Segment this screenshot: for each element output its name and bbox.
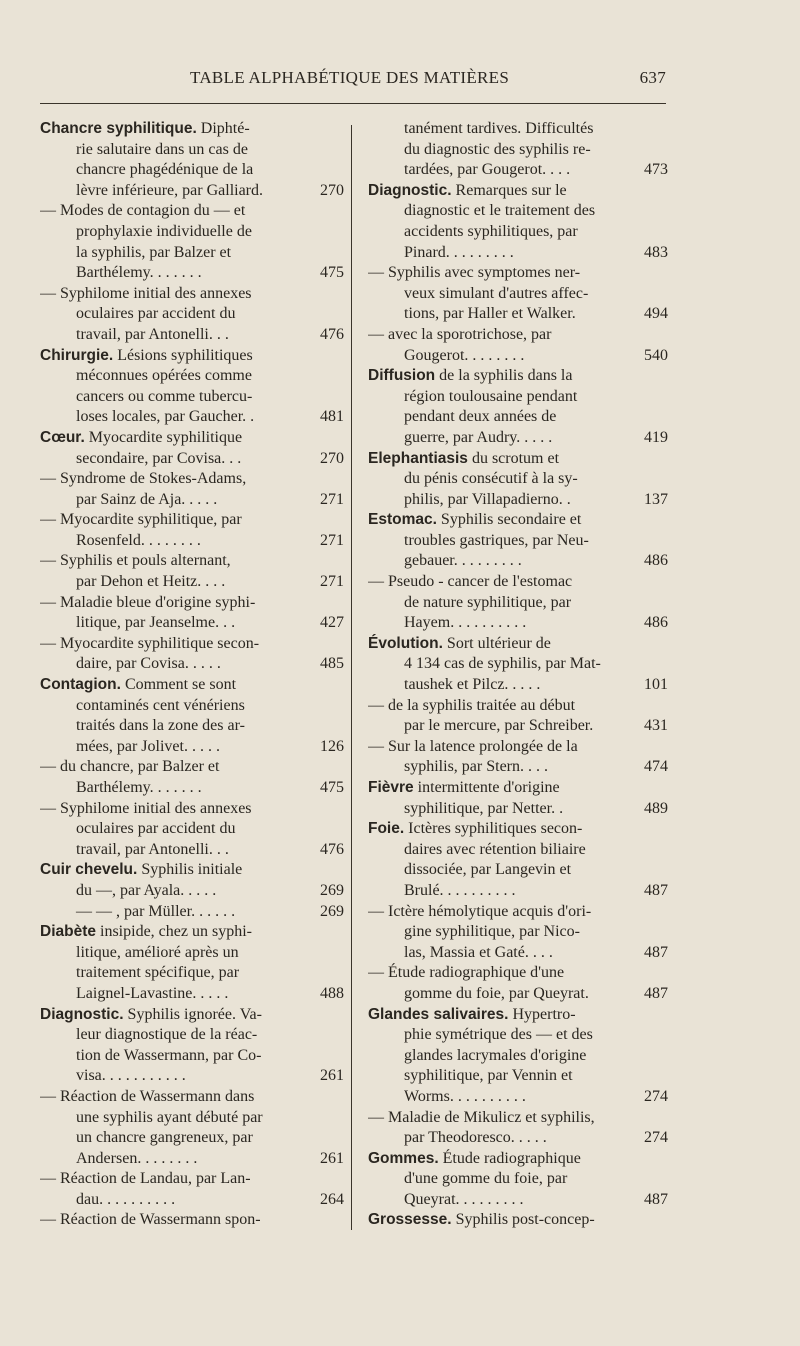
index-line: [368, 531, 668, 552]
index-line: [40, 737, 344, 758]
index-line-text: Contagion. Comment se sont: [40, 676, 237, 694]
index-line-text: — du chancre, par Balzer et: [40, 758, 220, 776]
index-line: [40, 1025, 344, 1046]
index-line-text: — de la syphilis traitée au début: [368, 696, 576, 714]
index-line-text: — Maladie bleue d'origine syphi-: [40, 593, 256, 611]
page-number: 637: [639, 68, 666, 87]
index-heading-line: [40, 922, 344, 943]
index-line: [368, 1190, 668, 1211]
index-line: [40, 1066, 344, 1087]
index-line-text: un chancre gangreneux, par: [76, 1129, 253, 1147]
index-page-ref: 101: [640, 675, 668, 696]
index-line: [40, 1210, 344, 1231]
index-line-text: Queyrat. . . . . . . . .: [404, 1190, 524, 1208]
index-line: [40, 387, 344, 408]
index-line: [40, 181, 344, 202]
index-page-ref: 126: [316, 737, 344, 758]
header-title: TABLE ALPHABÉTIQUE DES MATIÈRES: [190, 68, 510, 87]
index-line-text: — Myocardite syphilitique secon-: [40, 634, 260, 652]
index-page-ref: 261: [316, 1066, 344, 1087]
index-line: [368, 943, 668, 964]
index-line-text: traités dans la zone des ar-: [76, 717, 245, 735]
index-page-ref: 269: [316, 881, 344, 902]
index-page-ref: 476: [316, 325, 344, 346]
index-column-left: [40, 119, 344, 1231]
index-line-text: Diffusion de la syphilis dans la: [368, 367, 573, 385]
index-line-text: diagnostic et le traitement des: [404, 202, 596, 220]
index-line-text: pendant deux années de: [404, 408, 557, 426]
index-line: [40, 201, 344, 222]
index-heading-line: [40, 1005, 344, 1026]
index-line-text: gomme du foie, par Queyrat.: [404, 984, 589, 1002]
index-heading-line: [368, 819, 668, 840]
index-page-ref: 487: [640, 943, 668, 964]
index-line: [40, 963, 344, 984]
index-line: [368, 222, 668, 243]
index-page-ref: 474: [640, 757, 668, 778]
index-line: [40, 634, 344, 655]
index-line-text: syphilitique, par Netter. .: [404, 799, 564, 817]
index-line-text: prophylaxie individuelle de: [76, 222, 252, 240]
index-line: [368, 407, 668, 428]
index-line: [40, 840, 344, 861]
index-page-ref: 487: [640, 881, 668, 902]
index-line: [368, 881, 668, 902]
index-entries: [40, 119, 344, 1231]
index-page-ref: 270: [316, 181, 344, 202]
index-line-text: Diagnostic. Remarques sur le: [368, 181, 567, 199]
index-heading-line: [40, 675, 344, 696]
index-line-text: par Theodoresco. . . . .: [404, 1129, 547, 1147]
index-line: [40, 799, 344, 820]
index-line-text: — Ictère hémolytique acquis d'ori-: [368, 902, 592, 920]
index-line: [40, 366, 344, 387]
index-line-text: Estomac. Syphilis secondaire et: [368, 511, 582, 529]
index-page-ref: 475: [316, 263, 344, 284]
index-line-text: lèvre inférieure, par Galliard.: [76, 181, 264, 199]
index-line-text: guerre, par Audry. . . . .: [404, 428, 553, 446]
index-entries: [368, 119, 668, 1231]
index-line: [368, 469, 668, 490]
index-page-ref: 427: [316, 613, 344, 634]
header-rule: [40, 103, 666, 104]
index-line-text: daire, par Covisa. . . . .: [76, 655, 221, 673]
index-line-text: traitement spécifique, par: [76, 964, 240, 982]
index-line-text: 4 134 cas de syphilis, par Mat-: [404, 655, 601, 673]
index-line-text: cancers ou comme tubercu-: [76, 387, 253, 405]
index-line-text: Grossesse. Syphilis post-concep-: [368, 1211, 595, 1229]
index-heading-line: [368, 1210, 668, 1231]
index-line: [40, 819, 344, 840]
index-line-text: rie salutaire dans un cas de: [76, 140, 248, 158]
index-line: [368, 325, 668, 346]
index-line: [40, 593, 344, 614]
index-line-text: litique, amélioré après un: [76, 943, 239, 961]
index-heading-line: [368, 181, 668, 202]
index-line-text: dissociée, par Langevin et: [404, 861, 572, 879]
index-line-text: — Réaction de Wassermann dans: [40, 1087, 255, 1105]
index-page-ref: 137: [640, 490, 668, 511]
index-line-text: glandes lacrymales d'origine: [404, 1046, 587, 1064]
index-line: [40, 325, 344, 346]
index-line: [40, 1149, 344, 1170]
index-line-text: par le mercure, par Schreiber.: [404, 717, 594, 735]
index-line: [40, 1046, 344, 1067]
index-line: [368, 1128, 668, 1149]
index-line-text: dau. . . . . . . . . .: [76, 1190, 176, 1208]
index-line-text: du —, par Ayala. . . . .: [76, 881, 217, 899]
index-page-ref: 487: [640, 1190, 668, 1211]
index-line: [368, 387, 668, 408]
index-page-ref: 488: [316, 984, 344, 1005]
index-heading-line: [40, 119, 344, 140]
column-divider: [351, 125, 352, 1230]
index-line: [40, 696, 344, 717]
index-line-text: région toulousaine pendant: [404, 387, 578, 405]
index-line-text: Chancre syphilitique. Diphté-: [40, 120, 250, 137]
index-line: [40, 572, 344, 593]
index-line-text: leur diagnostique de la réac-: [76, 1026, 258, 1044]
index-line-text: tardées, par Gougerot. . . .: [404, 161, 571, 179]
index-line-text: syphilitique, par Vennin et: [404, 1067, 573, 1085]
index-line-text: — Maladie de Mikulicz et syphilis,: [368, 1108, 595, 1126]
index-line-text: phie symétrique des — et des: [404, 1026, 593, 1044]
index-line-text: la syphilis, par Balzer et: [76, 243, 232, 261]
index-line-text: Glandes salivaires. Hypertro-: [368, 1005, 576, 1023]
index-line-text: Andersen. . . . . . . .: [76, 1149, 198, 1167]
index-line-text: une syphilis ayant débuté par: [76, 1108, 263, 1126]
index-line: [368, 1087, 668, 1108]
index-line: [368, 1066, 668, 1087]
index-line: [40, 613, 344, 634]
index-line-text: Elephantiasis du scrotum et: [368, 449, 560, 467]
index-line-text: Barthélemy. . . . . . .: [76, 779, 202, 796]
index-line: [40, 284, 344, 305]
index-line: [368, 1025, 668, 1046]
index-line: [40, 716, 344, 737]
index-line-text: — — , par Müller. . . . . .: [76, 902, 236, 920]
index-line-text: oculaires par accident du: [76, 820, 236, 838]
index-line: [40, 407, 344, 428]
index-line-text: Pinard. . . . . . . . .: [404, 243, 514, 261]
index-line: [368, 263, 668, 284]
index-line-text: — Réaction de Wassermann spon-: [40, 1211, 261, 1229]
index-line-text: — Syphilis et pouls alternant,: [40, 552, 231, 570]
index-line-text: Barthélemy. . . . . . .: [76, 264, 202, 282]
index-page-ref: 486: [640, 551, 668, 572]
index-line: [368, 346, 668, 367]
index-line: [40, 1087, 344, 1108]
index-line-text: d'une gomme du foie, par: [404, 1170, 568, 1188]
index-line-text: du diagnostic des syphilis re-: [404, 140, 591, 158]
index-heading-line: [368, 634, 668, 655]
index-line: [40, 757, 344, 778]
index-line-text: — Pseudo - cancer de l'estomac: [368, 573, 573, 591]
index-line-text: travail, par Antonelli. . .: [76, 325, 229, 343]
index-line-text: Diabète insipide, chez un syphi-: [40, 923, 252, 941]
index-line: [40, 1169, 344, 1190]
index-line: [368, 201, 668, 222]
index-line-text: las, Massia et Gaté. . . .: [404, 943, 553, 961]
index-line: [368, 1108, 668, 1129]
index-line: [40, 304, 344, 325]
index-line-text: Diagnostic. Syphilis ignorée. Va-: [40, 1005, 262, 1023]
index-line-text: — Étude radiographique d'une: [368, 964, 565, 982]
index-line: [40, 140, 344, 161]
index-page-ref: 271: [316, 490, 344, 511]
index-line: [40, 943, 344, 964]
index-line: [40, 469, 344, 490]
index-line-text: gebauer. . . . . . . . .: [404, 552, 522, 570]
index-line-text: taushek et Pilcz. . . . .: [404, 676, 541, 694]
index-line-text: — Myocardite syphilitique, par: [40, 511, 242, 529]
index-line-text: visa. . . . . . . . . . .: [76, 1067, 186, 1085]
index-line-text: tanément tardives. Difficultés: [404, 120, 594, 137]
index-page-ref: 485: [316, 654, 344, 675]
index-line: [40, 778, 344, 799]
index-line: [40, 222, 344, 243]
index-page-ref: 486: [640, 613, 668, 634]
index-heading-line: [40, 860, 344, 881]
index-line: [40, 160, 344, 181]
index-line: [368, 737, 668, 758]
index-line: [40, 902, 344, 923]
index-page-ref: 271: [316, 572, 344, 593]
index-line-text: — Syndrome de Stokes-Adams,: [40, 470, 247, 488]
index-page-ref: 481: [316, 407, 344, 428]
index-line-text: secondaire, par Covisa. . .: [76, 449, 242, 467]
index-line: [368, 140, 668, 161]
index-line-text: Évolution. Sort ultérieur de: [368, 634, 551, 652]
index-line: [40, 263, 344, 284]
index-heading-line: [368, 1149, 668, 1170]
index-line-text: gine syphilitique, par Nico-: [404, 923, 580, 941]
index-line-text: travail, par Antonelli. . .: [76, 840, 229, 858]
index-line: [40, 531, 344, 552]
index-line-text: mées, par Jolivet. . . . .: [76, 737, 220, 755]
index-line: [368, 572, 668, 593]
index-line-text: chancre phagédénique de la: [76, 161, 254, 179]
index-line-text: — Modes de contagion du — et: [40, 202, 246, 220]
index-page-ref: 264: [316, 1190, 344, 1211]
index-heading-line: [368, 778, 668, 799]
index-line: [40, 449, 344, 470]
index-line-text: troubles gastriques, par Neu-: [404, 531, 589, 549]
index-line-text: oculaires par accident du: [76, 305, 236, 323]
index-line: [368, 860, 668, 881]
index-line: [368, 243, 668, 264]
index-line: [368, 613, 668, 634]
index-page-ref: 489: [640, 799, 668, 820]
index-line-text: — Syphilome initial des annexes: [40, 284, 252, 302]
index-line: [368, 799, 668, 820]
index-line: [368, 1046, 668, 1067]
index-line-text: Gommes. Étude radiographique: [368, 1149, 581, 1167]
index-line: [368, 304, 668, 325]
index-line-text: Chirurgie. Lésions syphilitiques: [40, 346, 253, 364]
index-line-text: par Sainz de Aja. . . . .: [76, 490, 218, 508]
index-line-text: accidents syphilitiques, par: [404, 222, 578, 240]
index-page-ref: 431: [640, 716, 668, 737]
index-line-text: — avec la sporotrichose, par: [368, 325, 552, 343]
index-line: [368, 757, 668, 778]
index-line-text: Brulé. . . . . . . . . .: [404, 881, 516, 899]
index-line: [368, 1169, 668, 1190]
index-line-text: Cœur. Myocardite syphilitique: [40, 428, 243, 446]
index-line: [40, 1128, 344, 1149]
index-line: [40, 1108, 344, 1129]
index-page-ref: 540: [640, 346, 668, 367]
index-line-text: — Syphilome initial des annexes: [40, 799, 252, 817]
index-line: [368, 284, 668, 305]
index-page-ref: 483: [640, 243, 668, 264]
index-line: [368, 716, 668, 737]
index-line: [368, 551, 668, 572]
index-page-ref: 270: [316, 449, 344, 470]
index-heading-line: [368, 366, 668, 387]
index-page-ref: 473: [640, 160, 668, 181]
index-line: [40, 551, 344, 572]
index-line-text: tion de Wassermann, par Co-: [76, 1046, 262, 1064]
index-line-text: Rosenfeld. . . . . . . .: [76, 531, 201, 549]
index-line-text: litique, par Jeanselme. . .: [76, 614, 236, 632]
index-line-text: veux simulant d'autres affec-: [404, 284, 589, 302]
index-heading-line: [368, 510, 668, 531]
index-line-text: méconnues opérées comme: [76, 367, 252, 385]
index-line-text: Hayem. . . . . . . . . .: [404, 614, 527, 632]
index-page-ref: 476: [316, 840, 344, 861]
index-line-text: de nature syphilitique, par: [404, 593, 572, 611]
index-line-text: — Réaction de Landau, par Lan-: [40, 1170, 251, 1188]
index-line: [368, 593, 668, 614]
index-page-ref: 271: [316, 531, 344, 552]
index-line-text: du pénis consécutif à la sy-: [404, 470, 578, 488]
index-page-ref: 487: [640, 984, 668, 1005]
index-line: [40, 510, 344, 531]
index-line-text: Fièvre intermittente d'origine: [368, 779, 560, 796]
index-page-ref: 494: [640, 304, 668, 325]
index-page-ref: 274: [640, 1128, 668, 1149]
index-line: [40, 1190, 344, 1211]
index-line-text: daires avec rétention biliaire: [404, 840, 586, 858]
index-line: [368, 119, 668, 140]
index-line: [368, 428, 668, 449]
index-line-text: Worms. . . . . . . . . .: [404, 1087, 526, 1105]
index-line: [368, 902, 668, 923]
index-line: [368, 840, 668, 861]
index-column-right: [368, 119, 668, 1231]
index-line: [40, 243, 344, 264]
index-line-text: Foie. Ictères syphilitiques secon-: [368, 820, 583, 838]
index-page-ref: 261: [316, 1149, 344, 1170]
index-line: [368, 922, 668, 943]
index-heading-line: [368, 1005, 668, 1026]
index-line-text: Laignel-Lavastine. . . . .: [76, 984, 229, 1002]
index-page-ref: 269: [316, 902, 344, 923]
index-line-text: philis, par Villapadierno. .: [404, 490, 571, 508]
index-line: [368, 696, 668, 717]
index-line: [368, 490, 668, 511]
index-page-ref: 274: [640, 1087, 668, 1108]
index-line: [40, 984, 344, 1005]
index-line: [40, 881, 344, 902]
index-line: [368, 963, 668, 984]
index-line-text: contaminés cent vénériens: [76, 696, 245, 714]
index-line: [40, 490, 344, 511]
index-heading-line: [40, 428, 344, 449]
index-line-text: Cuir chevelu. Syphilis initiale: [40, 861, 243, 879]
index-line: [368, 675, 668, 696]
index-line-text: loses locales, par Gaucher. .: [76, 408, 255, 426]
index-page-ref: 475: [316, 778, 344, 799]
index-heading-line: [368, 449, 668, 470]
index-line: [368, 654, 668, 675]
running-header: [40, 68, 666, 92]
index-line-text: Gougerot. . . . . . . .: [404, 346, 525, 364]
index-line-text: par Dehon et Heitz. . . .: [76, 573, 226, 591]
index-line-text: — Syphilis avec symptomes ner-: [368, 264, 581, 282]
index-page-ref: 419: [640, 428, 668, 449]
index-line-text: syphilis, par Stern. . . .: [404, 758, 548, 776]
index-line-text: — Sur la latence prolongée de la: [368, 737, 578, 755]
index-line: [368, 160, 668, 181]
index-line-text: tions, par Haller et Walker.: [404, 305, 576, 323]
index-heading-line: [40, 346, 344, 367]
index-line: [368, 984, 668, 1005]
index-line: [40, 654, 344, 675]
